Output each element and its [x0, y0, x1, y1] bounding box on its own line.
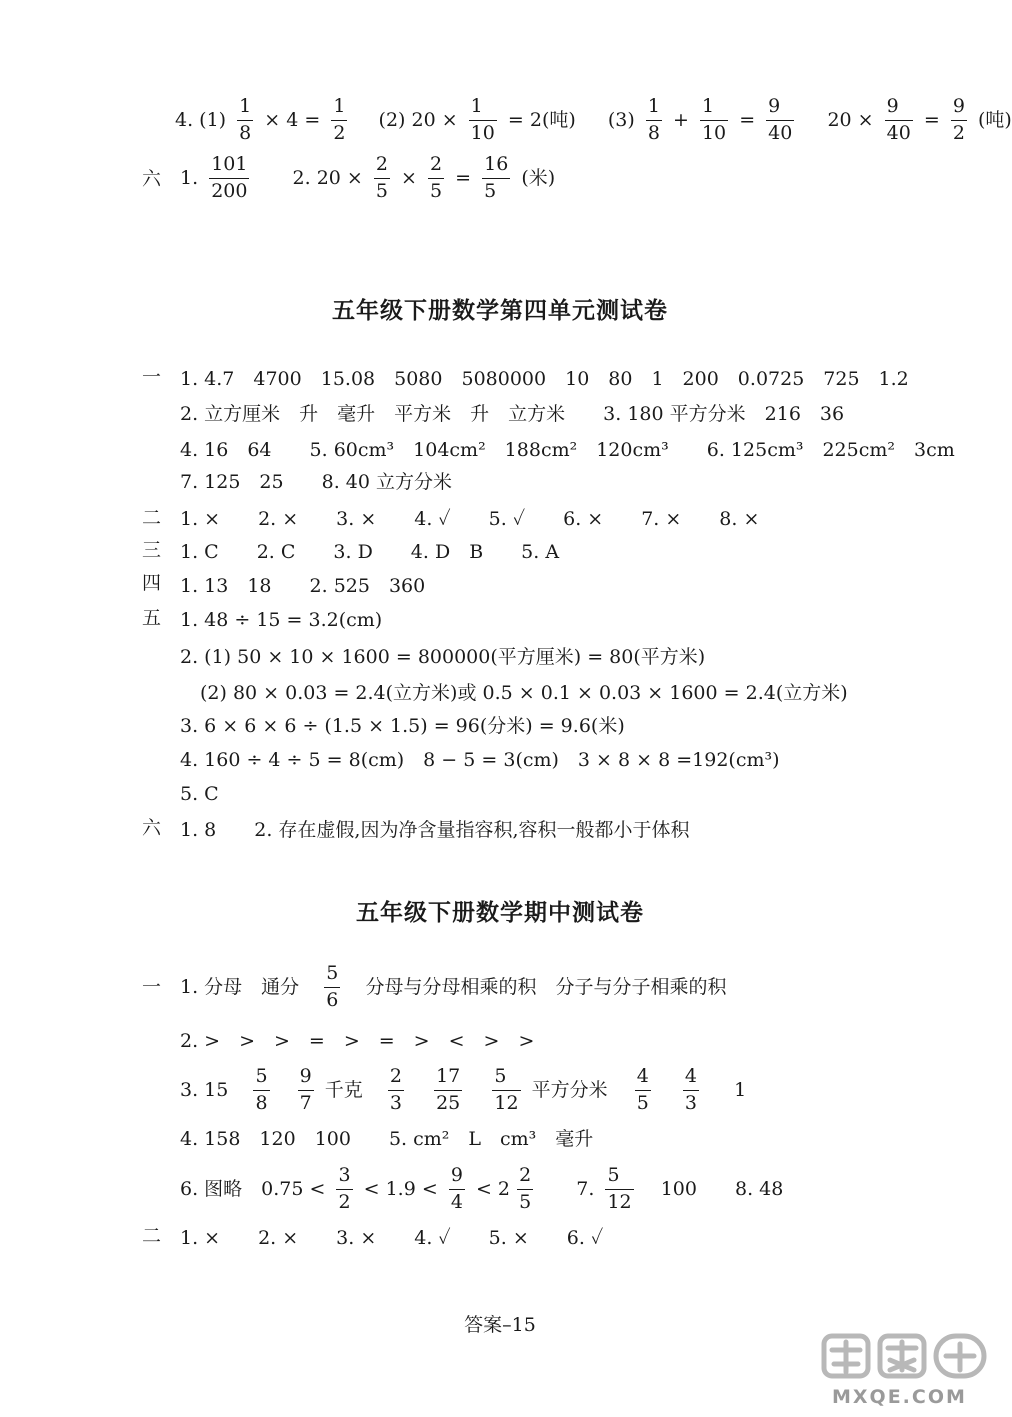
- answer-line: 7. 125 25 8. 40 立方分米: [180, 471, 452, 493]
- section-number: 三: [142, 539, 162, 561]
- answer-line: 3. 15 $\frac{5}{8}$ $\frac{9}{7}$ 千克 $\frac{2}{3}$ $\frac{17}{25}$ $\frac{5}{12}$ 平方分米 $\frac{4}{5}$ $\frac{4}{3}$ 1: [180, 1065, 747, 1114]
- fraction: $\frac{3}{2}$: [338, 1164, 351, 1213]
- answer-line: 1. 8 2. 存在虚假,因为净含量指容积,容积一般都小于体积: [180, 819, 690, 841]
- section-number: 二: [142, 507, 162, 529]
- fraction: $\frac{9}{7}$: [299, 1065, 312, 1114]
- section-number: 六: [142, 168, 162, 190]
- section-number: 六: [142, 817, 162, 839]
- fraction: $\frac{9}{4}$: [450, 1164, 463, 1213]
- answer-line: 4. 16 64 5. 60cm³ 104cm² 188cm² 120cm³ 6. 125cm³ 225cm² 3cm: [180, 439, 955, 461]
- answer-line: 2. (1) 50 × 10 × 1600 = 800000(平方厘米) = 80(平方米): [180, 646, 706, 668]
- answer-line: 1. 48 ÷ 15 = 3.2(cm): [180, 609, 383, 631]
- fraction: $\frac{4}{5}$: [636, 1065, 649, 1114]
- fraction: $\frac{16}{5}$: [484, 153, 509, 202]
- answer-line: 1. 4.7 4700 15.08 5080 5080000 10 80 1 200 0.0725 725 1.2: [180, 368, 909, 390]
- fraction: $\frac{17}{25}$: [436, 1065, 461, 1114]
- fraction: $\frac{1}{10}$: [701, 95, 727, 144]
- answer-line: 6. 图略 0.75 < $\frac{3}{2}$ < 1.9 < $\frac{9}{4}$ < 2 $\frac{2}{5}$ 7. $\frac{5}{12}$ 100 8. 48: [180, 1164, 784, 1213]
- fraction: $\frac{101}{200}$: [211, 153, 248, 202]
- answer-line-top-q4: 4. (1) $\frac{1}{8}$ × 4 = $\frac{1}{2}$ (2) 20 × $\frac{1}{10}$ = 2(吨) (3) $\frac{1}{8}$ + $\frac{1}{10}$ = $\frac{9}{40}$ 20 × $\frac{9}{40}$ = $\frac{9}{2}$ (吨): [175, 95, 1012, 144]
- fraction: $\frac{9}{40}$: [886, 95, 911, 144]
- answer-line: 1. × 2. × 3. × 4. ✓ 5. ✓ 6. × 7. × 8. ×: [180, 508, 760, 530]
- fraction: $\frac{5}{6}$: [326, 962, 339, 1011]
- section-title-unit4: 五年级下册数学第四单元测试卷: [332, 298, 668, 324]
- fraction: $\frac{1}{8}$: [239, 95, 252, 144]
- section-number: 四: [142, 572, 162, 594]
- section-title-midterm: 五年级下册数学期中测试卷: [356, 900, 644, 926]
- fraction: $\frac{9}{40}$: [768, 95, 793, 144]
- section-number: 五: [142, 607, 162, 629]
- answer-line: (2) 80 × 0.03 = 2.4(立方米)或 0.5 × 0.1 × 0.03 × 1600 = 2.4(立方米): [200, 682, 848, 704]
- fraction: $\frac{2}{5}$: [519, 1164, 532, 1213]
- fraction: $\frac{5}{8}$: [255, 1065, 268, 1114]
- section-number: 二: [142, 1225, 162, 1247]
- fraction: $\frac{9}{2}$: [952, 95, 965, 144]
- fraction: $\frac{4}{3}$: [684, 1065, 697, 1114]
- answer-line: 2. > > > = > = > < > >: [180, 1030, 535, 1052]
- answer-line-top-q6: 1. $\frac{101}{200}$ 2. 20 × $\frac{2}{5}$ × $\frac{2}{5}$ = $\frac{16}{5}$ (米): [180, 153, 556, 202]
- answer-line: 1. 13 18 2. 525 360: [180, 575, 426, 597]
- fraction: $\frac{1}{8}$: [647, 95, 660, 144]
- fraction: $\frac{1}{10}$: [470, 95, 495, 144]
- answer-line: 1. × 2. × 3. × 4. ✓ 5. × 6. ✓: [180, 1227, 604, 1249]
- answer-line: 4. 160 ÷ 4 ÷ 5 = 8(cm) 8 − 5 = 3(cm) 3 × 8 × 8 =192(cm³): [180, 749, 780, 771]
- answer-line: 1. C 2. C 3. D 4. D B 5. A: [180, 541, 560, 563]
- fraction: $\frac{5}{12}$: [494, 1065, 519, 1114]
- fraction: $\frac{2}{5}$: [375, 153, 388, 202]
- answer-line: 3. 6 × 6 × 6 ÷ (1.5 × 1.5) = 96(分米) = 9.6(米): [180, 715, 625, 737]
- answer-line: 5. C: [180, 783, 219, 805]
- answer-line: 4. 158 120 100 5. cm² L cm³ 毫升: [180, 1128, 594, 1150]
- page-number: 答案–15: [464, 1314, 536, 1336]
- answer-line: 1. 分母 通分 $\frac{5}{6}$ 分母与分母相乘的积 分子与分子相乘的积: [180, 962, 727, 1011]
- watermark-text: MXQE.COM: [832, 1386, 967, 1408]
- answer-line: 2. 立方厘米 升 毫升 平方米 升 立方米 3. 180 平方分米 216 36: [180, 403, 845, 425]
- fraction: $\frac{1}{2}$: [333, 95, 346, 144]
- section-number: 一: [142, 976, 162, 998]
- fraction: $\frac{2}{3}$: [389, 1065, 402, 1114]
- section-number: 一: [142, 366, 162, 388]
- fraction: $\frac{5}{12}$: [607, 1164, 632, 1213]
- fraction: $\frac{2}{5}$: [430, 153, 443, 202]
